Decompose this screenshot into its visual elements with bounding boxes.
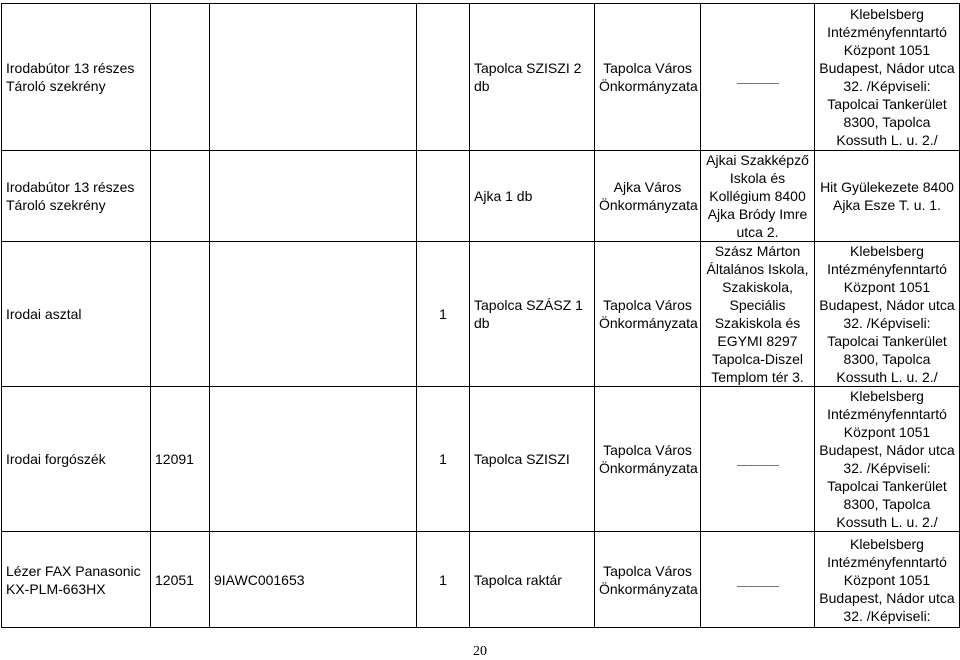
table-row xyxy=(2,387,960,532)
location-cell: Tapolca SZISZI xyxy=(470,387,595,532)
location-cell: Ajka 1 db xyxy=(470,151,595,242)
owner-cell: Tapolca Város Önkormányzata xyxy=(595,532,701,628)
maintainer-cell: Klebelsberg Intézményfenntartó Központ 1051 Budapest, Nádor utca 32. /Képviseli: Tapolcai Tankerület 8300, Tapolca Kossuth L. u. 2./ xyxy=(815,387,960,532)
serial-number-cell xyxy=(210,242,417,387)
maintainer-cell: Hit Gyülekezete 8400 Ajka Esze T. u. 1. xyxy=(815,151,960,242)
table-row xyxy=(2,4,960,151)
user-institution-cell: Ajkai Szakképző Iskola és Kollégium 8400 Ajka Bródy Imre utca 2. xyxy=(701,151,815,242)
inventory-number-cell: 12051 xyxy=(151,532,210,628)
user-institution-cell: Szász Márton Általános Iskola, Szakiskola, Speciális Szakiskola és EGYMI 8297 Tapolca-Diszel Templom tér 3. xyxy=(701,242,815,387)
location-cell: Tapolca SZÁSZ 1 db xyxy=(470,242,595,387)
location-cell: Tapolca SZISZI 2 db xyxy=(470,4,595,151)
quantity-cell xyxy=(417,151,470,242)
quantity-cell: 1 xyxy=(417,387,470,532)
serial-number-cell xyxy=(210,4,417,151)
inventory-number-cell xyxy=(151,4,210,151)
quantity-cell: 1 xyxy=(417,242,470,387)
inventory-number-cell xyxy=(151,242,210,387)
table-row xyxy=(2,151,960,242)
user-institution-cell: ______ xyxy=(701,387,815,532)
inventory-table xyxy=(1,3,960,628)
user-institution-cell: ______ xyxy=(701,532,815,628)
maintainer-cell: Klebelsberg Intézményfenntartó Központ 1051 Budapest, Nádor utca 32. /Képviseli: Tapolcai Tankerület 8300, Tapolca Kossuth L. u. 2./ xyxy=(815,242,960,387)
table-row xyxy=(2,532,960,628)
maintainer-cell: Klebelsberg Intézményfenntartó Központ 1051 Budapest, Nádor utca 32. /Képviseli: Tapolcai Tankerület 8300, Tapolca Kossuth L. u. 2./ xyxy=(815,4,960,151)
location-cell: Tapolca raktár xyxy=(470,532,595,628)
item-name-cell: Irodabútor 13 részes Tároló szekrény xyxy=(2,151,151,242)
owner-cell: Tapolca Város Önkormányzata xyxy=(595,242,701,387)
quantity-cell: 1 xyxy=(417,532,470,628)
table-row xyxy=(2,242,960,387)
serial-number-cell: 9IAWC001653 xyxy=(210,532,417,628)
page-number: 20 xyxy=(473,644,487,659)
item-name-cell: Irodai asztal xyxy=(2,242,151,387)
item-name-cell: Irodai forgószék xyxy=(2,387,151,532)
serial-number-cell xyxy=(210,151,417,242)
maintainer-cell: Klebelsberg Intézményfenntartó Központ 1051 Budapest, Nádor utca 32. /Képviseli: xyxy=(815,532,960,628)
user-institution-cell: ______ xyxy=(701,4,815,151)
owner-cell: Tapolca Város Önkormányzata xyxy=(595,4,701,151)
owner-cell: Tapolca Város Önkormányzata xyxy=(595,387,701,532)
inventory-number-cell xyxy=(151,151,210,242)
owner-cell: Ajka Város Önkormányzata xyxy=(595,151,701,242)
serial-number-cell xyxy=(210,387,417,532)
item-name-cell: Irodabútor 13 részes Tároló szekrény xyxy=(2,4,151,151)
quantity-cell xyxy=(417,4,470,151)
item-name-cell: Lézer FAX Panasonic KX-PLM-663HX xyxy=(2,532,151,628)
inventory-number-cell: 12091 xyxy=(151,387,210,532)
